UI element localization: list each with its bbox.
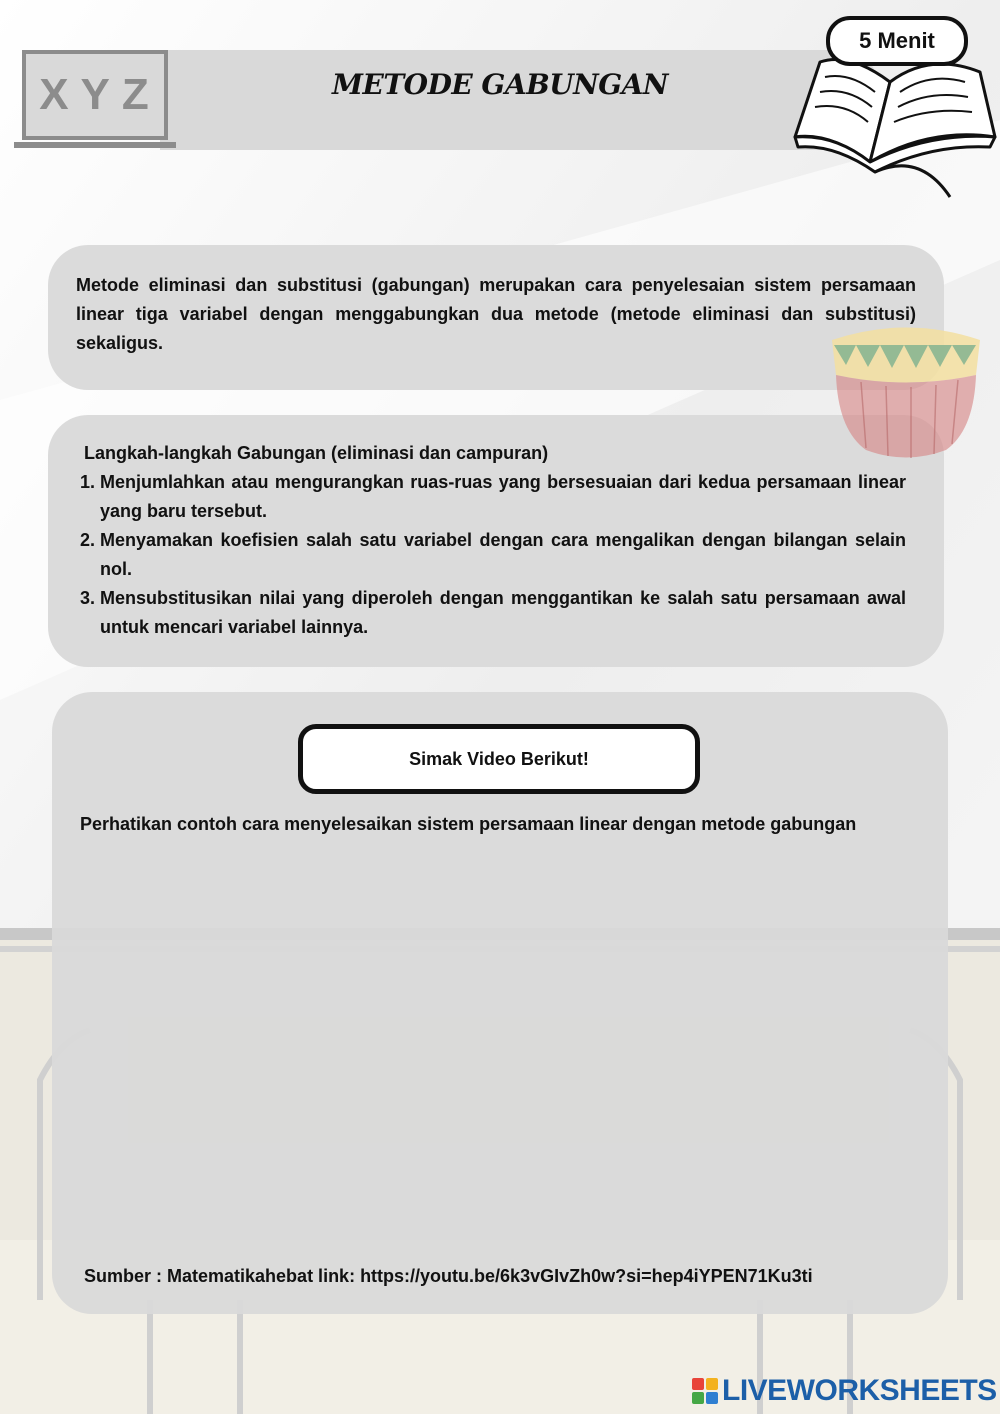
steps-card xyxy=(48,415,944,667)
video-embed-area[interactable] xyxy=(80,852,920,1252)
step-text: Menjumlahkan atau mengurangkan ruas-ruas yang bersesuaian dari kedua persamaan linear yang baru tersebut. xyxy=(100,472,906,521)
steps-list xyxy=(80,468,906,642)
drum-icon xyxy=(826,320,986,460)
intro-text: Metode eliminasi dan substitusi (gabungan) merupakan cara penyelesaian sistem persamaan linear tiga variabel dengan menggabungkan dua metode (metode eliminasi dan substitusi) sekaligus. xyxy=(76,275,916,353)
list-item xyxy=(80,584,906,642)
open-book-icon xyxy=(790,52,1000,202)
logo-text: XYZ xyxy=(39,70,161,119)
time-badge: 5 Menit xyxy=(826,16,968,66)
logo xyxy=(22,50,168,140)
video-instruction: Perhatikan contoh cara menyelesaikan sistem persamaan linear dengan metode gabungan xyxy=(80,814,857,834)
intro-card xyxy=(48,245,944,390)
watch-video-button[interactable]: Simak Video Berikut! xyxy=(298,724,700,794)
liveworksheets-icon xyxy=(692,1378,718,1404)
step-text: Menyamakan koefisien salah satu variabel dengan cara mengalikan dengan bilangan selain nol. xyxy=(100,530,906,579)
brand-text: LIVEWORKSHEETS xyxy=(722,1374,997,1407)
page-title: METODE GABUNGAN xyxy=(332,68,668,101)
liveworksheets-logo xyxy=(692,1374,997,1408)
logo-base xyxy=(14,142,176,148)
step-number: 1. xyxy=(80,472,96,492)
video-card xyxy=(52,692,948,1314)
step-number: 2. xyxy=(80,530,96,550)
list-item xyxy=(80,468,906,526)
step-text: Mensubstitusikan nilai yang diperoleh dengan menggantikan ke salah satu persamaan awal untuk mencari variabel lainnya. xyxy=(100,588,906,637)
list-item xyxy=(80,526,906,584)
video-source: Sumber : Matematikahebat link: https://youtu.be/6k3vGIvZh0w?si=hep4iYPEN71Ku3ti xyxy=(84,1266,813,1286)
step-number: 3. xyxy=(80,588,96,608)
steps-title: Langkah-langkah Gabungan (eliminasi dan campuran) xyxy=(84,443,549,463)
